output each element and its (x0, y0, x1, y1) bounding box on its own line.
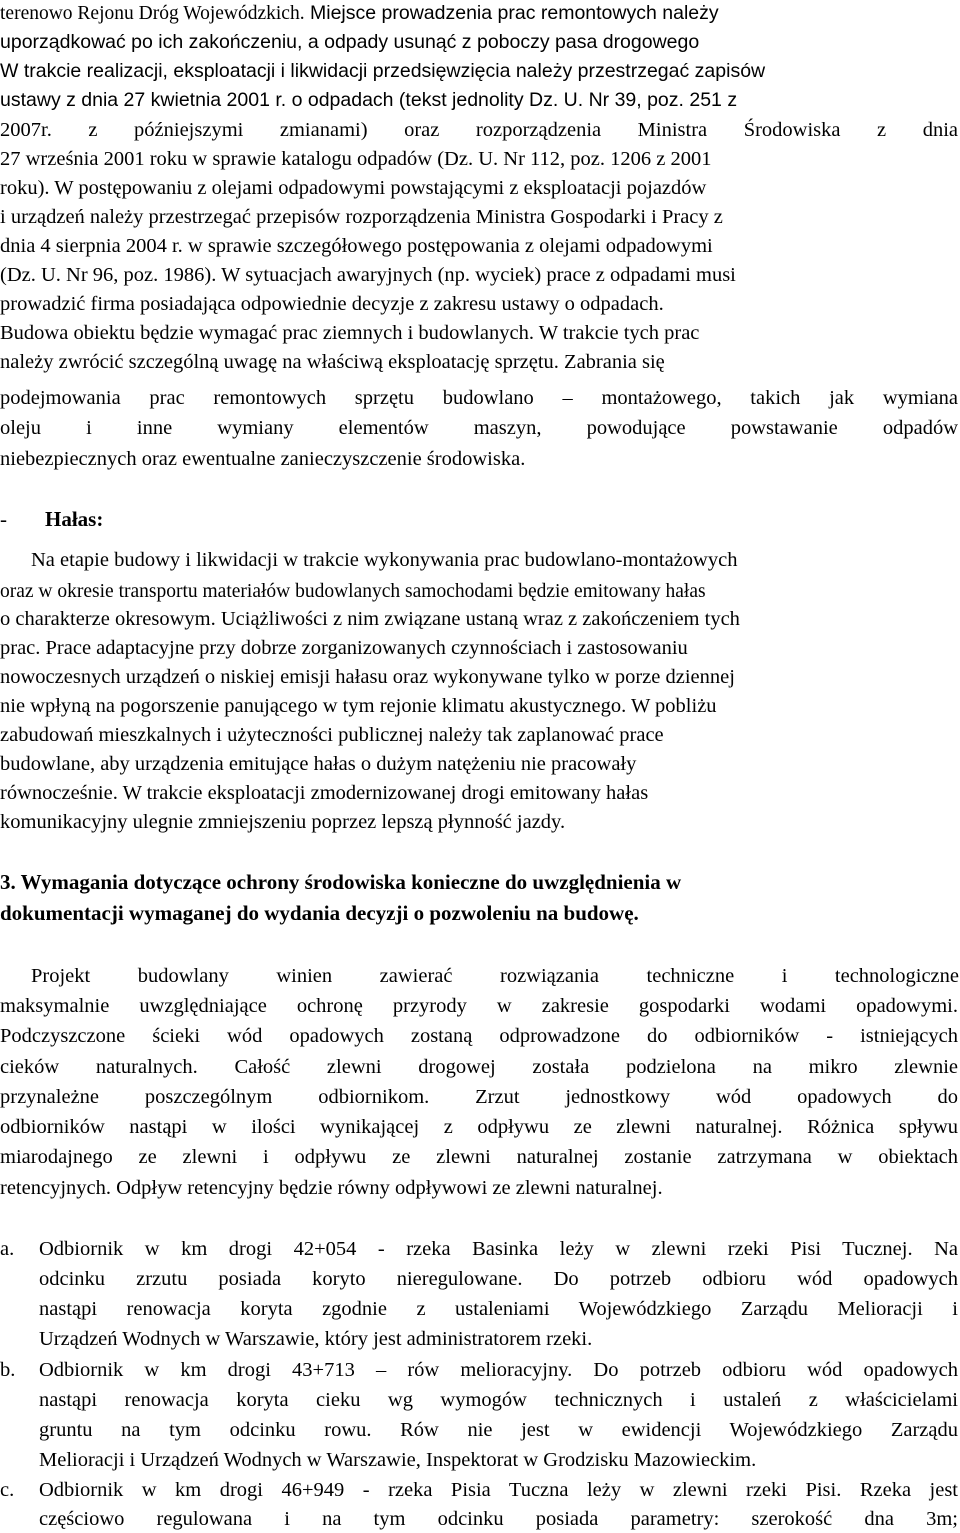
list-item-line: Melioracji i Urządzeń Wodnych w Warszawie, Inspektorat w Grodzisku Mazowieckim. (39, 1449, 757, 1471)
text-line: i urządzeń należy przestrzegać przepisów rozporządzenia Ministra Gospodarki i Pracy z (0, 206, 723, 228)
section-heading: 3. Wymagania dotyczące ochrony środowiska konieczne do uwzględnienia w (0, 870, 682, 894)
text-line: o charakterze okresowym. Uciążliwości z nim związane ustaną wraz z zakończeniem tych (0, 608, 740, 630)
text-line: prowadzić firma posiadająca odpowiednie decyzje z zakresu ustawy o odpadach. (0, 293, 664, 315)
text-line: Projekt budowlany winien zawierać rozwiązania techniczne i technologiczne (31, 965, 959, 987)
text-line-4 (0, 86, 737, 115)
text-line: należy zwrócić szczególną uwagę na właściwą eksploatację sprzętu. Zabrania się (0, 351, 665, 373)
bullet-dash: - (0, 507, 7, 531)
list-item-line: Odbiornik w km drogi 43+713 – rów melioracyjny. Do potrzeb odbioru wód opadowych (39, 1359, 958, 1381)
list-item-line: Odbiornik w km drogi 46+949 - rzeka Pisia Tuczna leży w zlewni rzeki Pisi. Rzeka jest (39, 1479, 958, 1501)
text-line: Na etapie budowy i likwidacji w trakcie wykonywania prac budowlano-montażowych (31, 549, 738, 571)
list-item-line: Odbiornik w km drogi 42+054 - rzeka Basinka leży w zlewni rzeki Pisi Tucznej. Na (39, 1238, 958, 1260)
text-line: oleju i inne wymiany elementów maszyn, powodujące powstawanie odpadów (0, 417, 958, 439)
text-line-1 (0, 0, 719, 28)
text-segment: ustawy z dnia 27 kwietnia 2001 r. o odpadach (tekst jednolity Dz. U. Nr 39, poz. 251 z (0, 89, 738, 111)
text-line: prac. Prace adaptacyjne przy dobrze zorganizowanych czynnościach i zastosowaniu (0, 637, 688, 659)
text-line: budowlane, aby urządzenia emitujące hałas o dużym natężeniu nie pracowały (0, 753, 637, 775)
text-line: (Dz. U. Nr 96, poz. 1986). W sytuacjach awaryjnych (np. wyciek) prace z odpadami musi (0, 264, 736, 286)
text-line: oraz w okresie transportu materiałów budowlanych samochodami będzie emitowany hałas (0, 581, 706, 602)
text-segment: uporządkować po ich zakończeniu, a odpady usunąć z poboczy pasa drogowego (0, 31, 700, 53)
text-line: dnia 4 sierpnia 2004 r. w sprawie szczegółowego postępowania z olejami odpadowymi (0, 235, 713, 257)
list-item-line: gruntu na tym odcinku rowu. Rów nie jest w ewidencji Wojewódzkiego Zarządu (39, 1419, 958, 1441)
list-marker: b. (0, 1359, 16, 1381)
text-segment: Miejsce prowadzenia prac remontowych należy (304, 2, 719, 24)
text-line-2 (0, 28, 699, 57)
text-line: komunikacyjny ulegnie zmniejszeniu poprzez lepszą płynność jazdy. (0, 811, 566, 833)
list-item-line: częściowo regulowana i na tym odcinku posiada parametry: szerokość dna 3m; (39, 1508, 958, 1530)
list-item-line: nastąpi renowacja koryta zgodnie z ustaleniami Wojewódzkiego Zarządu Melioracji i (39, 1298, 958, 1320)
text-line: 2007r. z późniejszymi zmianami) oraz rozporządzenia Ministra Środowiska z dnia (0, 119, 958, 141)
text-line: nie wpłyną na pogorszenie panującego w tym rejonie klimatu akustycznego. W pobliżu (0, 695, 717, 717)
text-segment: terenowo Rejonu Dróg Wojewódzkich. (0, 3, 305, 24)
text-line-3 (0, 57, 765, 86)
text-line: przynależne poszczególnym odbiornikom. Zrzut jednostkowy wód opadowych do (0, 1086, 958, 1108)
text-line: roku). W postępowaniu z olejami odpadowymi powstającymi z eksploatacji pojazdów (0, 177, 707, 199)
text-line: 27 września 2001 roku w sprawie katalogu odpadów (Dz. U. Nr 112, poz. 1206 z 2001 (0, 148, 712, 170)
text-line: cieków naturalnych. Całość zlewni drogowej została podzielona na mikro zlewnie (0, 1056, 958, 1078)
list-marker: a. (0, 1238, 15, 1260)
list-marker: c. (0, 1479, 15, 1501)
list-item-line: Urządzeń Wodnych w Warszawie, który jest administratorem rzeki. (39, 1328, 593, 1350)
text-line: maksymalnie uwzględniające ochronę przyrody w zakresie gospodarki wodami opadowymi. (0, 995, 958, 1017)
text-line: retencyjnych. Odpływ retencyjny będzie równy odpływowi ze zlewni naturalnej. (0, 1177, 663, 1199)
text-line: Podczyszczone ścieki wód opadowych zostaną odprowadzone do odbiorników - istniejących (0, 1025, 958, 1047)
text-segment: W trakcie realizacji, eksploatacji i likwidacji przedsięwzięcia należy przestrzegać zapisów (0, 60, 766, 82)
list-item-line: nastąpi renowacja koryta cieku wg wymogów technicznych i ustaleń z właścicielami (39, 1389, 958, 1411)
section-heading: dokumentacji wymaganej do wydania decyzji o pozwoleniu na budowę. (0, 901, 639, 925)
text-line: równocześnie. W trakcie eksploatacji zmodernizowanej drogi emitowany hałas (0, 782, 649, 804)
text-line: niebezpiecznych oraz ewentualne zanieczyszczenie środowiska. (0, 448, 526, 470)
text-line: Budowa obiektu będzie wymagać prac ziemnych i budowlanych. W trakcie tych prac (0, 322, 700, 344)
list-item-line: odcinku zrzutu posiada koryto nieregulowane. Do potrzeb odbioru wód opadowych (39, 1268, 958, 1290)
text-line: podejmowania prac remontowych sprzętu budowlano – montażowego, takich jak wymiana (0, 387, 958, 409)
halas-heading (0, 505, 104, 534)
halas-label: Hałas: (45, 507, 104, 531)
text-line: odbiorników nastąpi w ilości wynikającej z odpływu ze zlewni naturalnej. Różnica spływu (0, 1116, 958, 1138)
text-line: nowoczesnych urządzeń o niskiej emisji hałasu oraz wykonywane tylko w porze dziennej (0, 666, 735, 688)
text-line: miarodajnego ze zlewni i odpływu ze zlewni naturalnej zostanie zatrzymana w obiektach (0, 1146, 958, 1168)
text-line: zabudowań mieszkalnych i użyteczności publicznej należy tak zaplanować prace (0, 724, 664, 746)
